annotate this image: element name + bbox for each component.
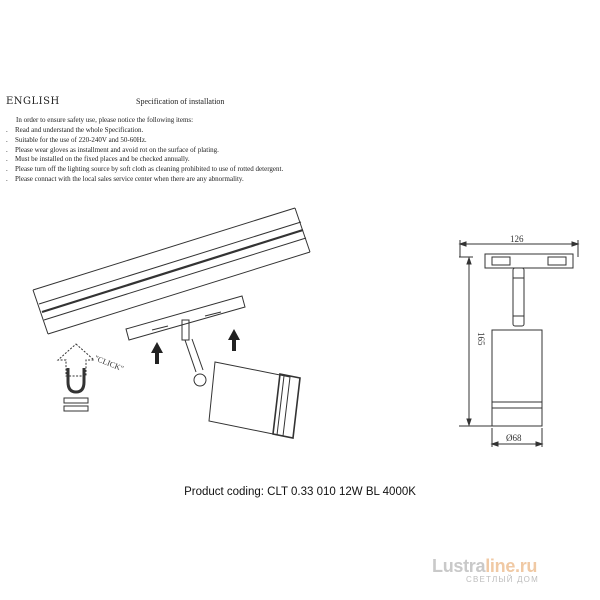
- track-connector: [126, 296, 245, 340]
- spotlight-body: [209, 362, 300, 438]
- list-item: . Read and understand the whole Specification.: [6, 126, 144, 134]
- list-item: . Suitable for the use of 220-240V and 50-60Hz.: [6, 135, 147, 144]
- height-dimension: 165: [476, 332, 486, 346]
- list-item: . Please wear gloves as installment and avoid rot on the surface of plating.: [6, 145, 219, 154]
- product-coding: Product coding: CLT 0.33 010 12W BL 4000K: [184, 486, 416, 498]
- list-item: . Please connact with the local sales service center when there are any abnormality.: [6, 174, 244, 183]
- width-dimension: 126: [510, 234, 524, 244]
- list-item: . Please turn off the lighting source by soft cloth as cleaning prohibited to use of rotted detergent.: [6, 165, 284, 174]
- language-heading: ENGLISH: [6, 96, 60, 107]
- brand-wordmark: Lustraline.ru: [432, 556, 538, 576]
- diameter-dimension: Ø68: [506, 433, 522, 443]
- click-label: "CLICK": [93, 353, 125, 374]
- specification-title: Specification of installation: [136, 97, 225, 106]
- intro-text: In order to ensure safety use, please notice the following items:: [16, 116, 194, 124]
- brand-tagline: СВЕТЛЫЙ ДОМ: [466, 575, 539, 584]
- list-item: . Must be installed on the fixed places and be checked annually.: [6, 155, 190, 164]
- push-up-arrows: [151, 329, 240, 364]
- lamp-arm: [182, 320, 206, 386]
- track-rail: [33, 208, 310, 334]
- watermark-logo: [432, 556, 592, 584]
- magnet-icon: [58, 344, 94, 411]
